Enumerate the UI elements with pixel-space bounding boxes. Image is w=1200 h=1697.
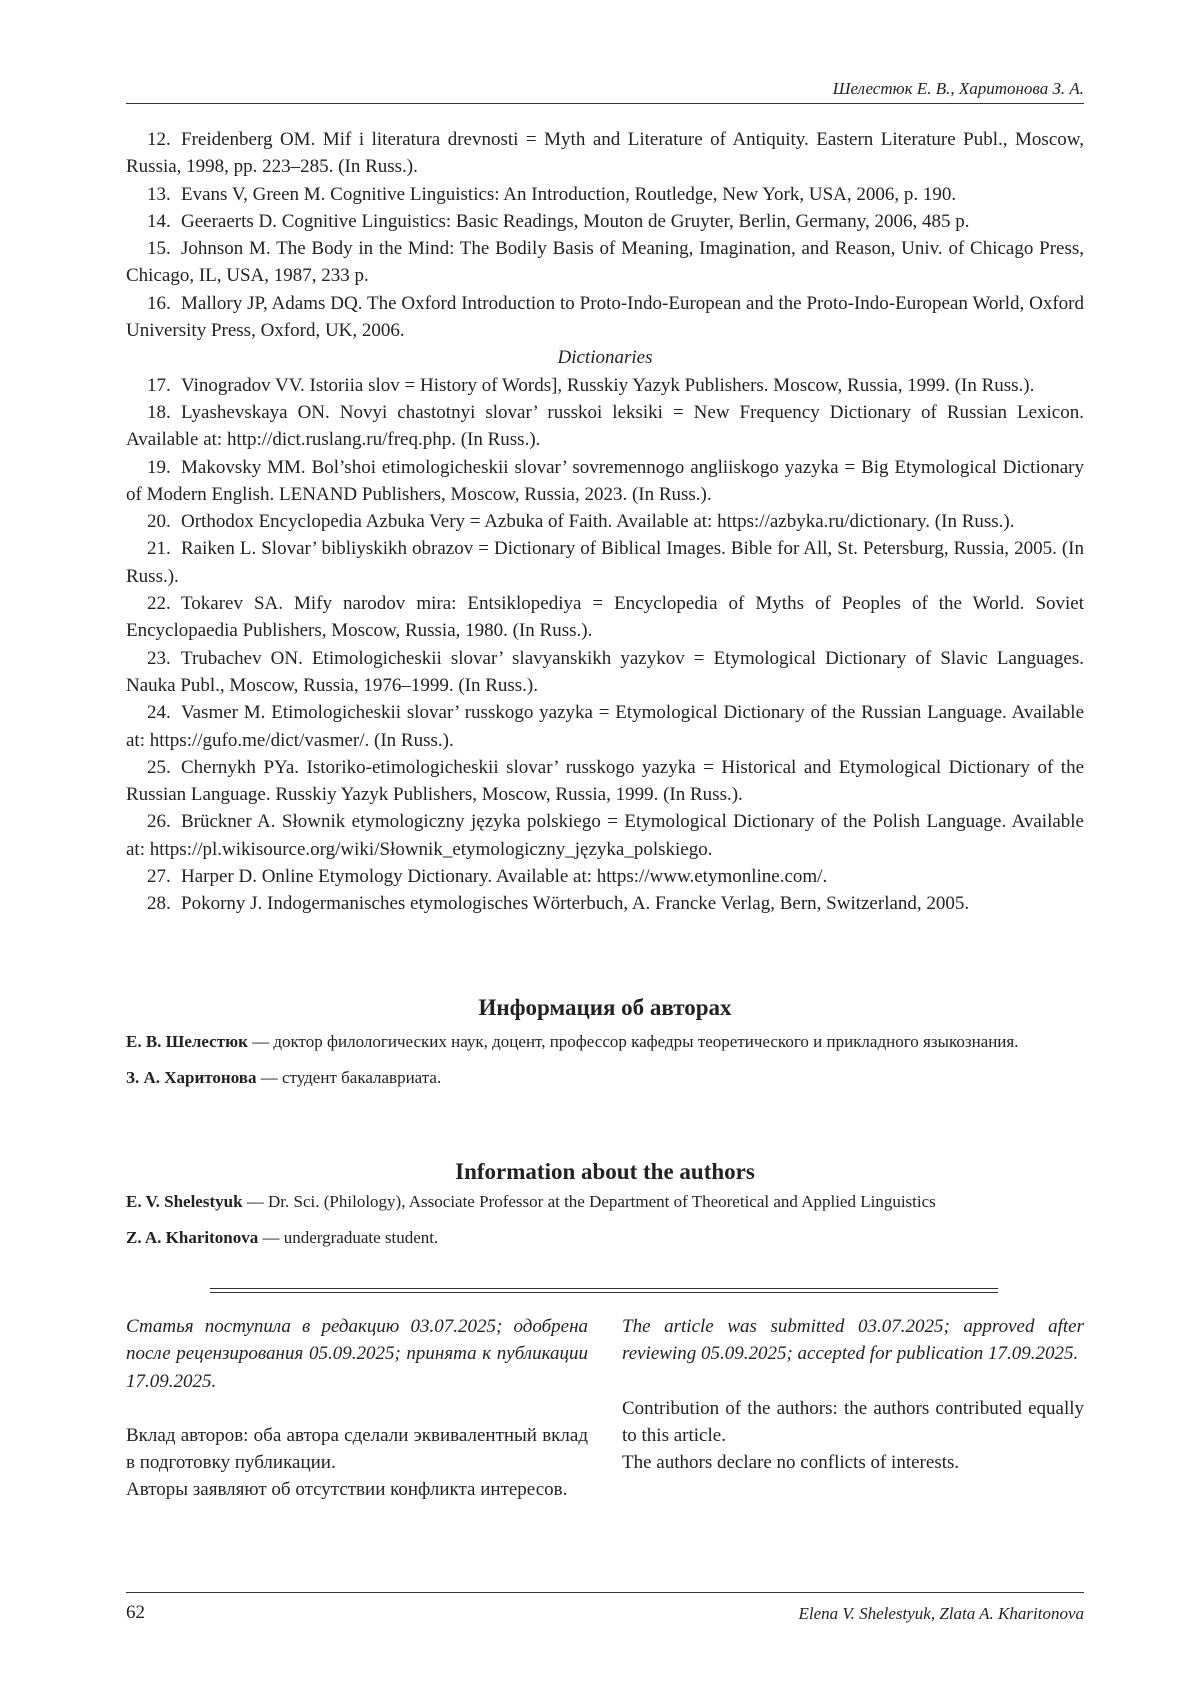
reference-number: 20. xyxy=(147,511,171,533)
author-name: E. V. Shelestyuk xyxy=(126,1192,243,1211)
reference-number: 18. xyxy=(147,401,171,423)
reference-item xyxy=(126,754,1084,809)
author-name: З. А. Харитонова xyxy=(126,1068,257,1087)
reference-text: Freidenberg OM. Mif i literatura drevnosti = Myth and Literature of Antiquity. Eastern Literature Publ., Moscow, Russia, 1998, pp. 223–285. (In Russ.). xyxy=(126,129,1084,178)
reference-list xyxy=(126,126,1084,918)
reference-group-main xyxy=(126,126,1084,344)
reference-text: Mallory JP, Adams DQ. The Oxford Introduction to Proto-Indo-European and the Proto-Indo-European World, Oxford University Press, Oxford, UK, 2006. xyxy=(126,292,1084,342)
reference-item xyxy=(126,372,1084,399)
reference-item xyxy=(126,235,1084,290)
author-name: Е. В. Шелестюк xyxy=(126,1032,248,1051)
reference-number: 22. xyxy=(147,593,171,615)
conflict-ru: Авторы заявляют об отсутствии конфликта интересов. xyxy=(126,1479,568,1501)
footer-authors: Elena V. Shelestyuk, Zlata A. Kharitonova xyxy=(798,1604,1084,1623)
reference-item xyxy=(126,535,1084,590)
article-info-english xyxy=(622,1313,1084,1476)
conflict-en: The authors declare no conflicts of interests. xyxy=(622,1452,960,1474)
author-info-russian xyxy=(126,993,1084,1091)
author-name: Z. A. Kharitonova xyxy=(126,1228,259,1247)
reference-number: 21. xyxy=(147,538,171,560)
submission-dates-en: The article was submitted 03.07.2025; approved after reviewing 05.09.2025; accepted for publication 17.09.2025. xyxy=(622,1316,1084,1365)
reference-item xyxy=(126,645,1084,700)
author-entry-1-en xyxy=(126,1189,1084,1215)
reference-text: Vasmer M. Etimologicheskii slovar’ russkogo yazyka = Etymological Dictionary of the Russian Language. Available at: https://gufo.me/dict/vasmer/. (In Russ.). xyxy=(126,702,1084,751)
reference-item xyxy=(126,126,1084,181)
reference-item xyxy=(126,808,1084,863)
author-description: — студент бакалавриата. xyxy=(256,1068,442,1087)
reference-number: 19. xyxy=(147,456,171,478)
reference-number: 17. xyxy=(147,374,171,396)
running-head: Шелестюк Е. В., Харитонова З. А. xyxy=(832,79,1084,98)
contribution-en: Contribution of the authors: the authors contributed equally to this article. xyxy=(622,1397,1084,1446)
reference-text: Lyashevskaya ON. Novyi chastotnyi slovar’ russkoi leksiki = New Frequency Dictionary of Russian Lexicon. Available at: http://dict.ruslang.ru/freq.php. (In Russ.). xyxy=(126,401,1084,451)
reference-text: Trubachev ON. Etimologicheskii slovar’ slavyanskikh yazykov = Etymological Dictionary of Slavic Languages. Nauka Publ., Moscow, Russia, 1976–1999. (In Russ.). xyxy=(126,647,1084,696)
reference-text: Makovsky MM. Bol’shoi etimologicheskii slovar’ sovremennogo angliiskogo yazyka = Big Etymological Dictionary of Modern English. LENAND Publishers, Moscow, Russia, 2023. (In Russ.). xyxy=(126,456,1084,505)
reference-text: Brückner A. Słownik etymologiczny języka polskiego = Etymological Dictionary of the Polish Language. Available at: https://pl.wikisource.org/wiki/Słownik_etymologiczny_języka_polskiego. xyxy=(126,811,1084,860)
author-info-title-en: Information about the authors xyxy=(455,1159,755,1184)
submission-dates-ru: Статья поступила в редакцию 03.07.2025; одобрена после рецензирования 05.09.2025; принята к публикации 17.09.2025. xyxy=(126,1316,588,1392)
author-description: — undergraduate student. xyxy=(258,1228,439,1247)
reference-text: Pokorny J. Indogermanisches etymologisches Wörterbuch, A. Francke Verlag, Bern, Switzerland, 2005. xyxy=(181,893,970,915)
reference-item xyxy=(126,290,1084,345)
reference-item xyxy=(126,454,1084,509)
reference-item xyxy=(126,699,1084,754)
dictionaries-heading: Dictionaries xyxy=(557,347,653,369)
reference-item xyxy=(126,208,1084,235)
reference-number: 16. xyxy=(147,292,171,314)
reference-item xyxy=(126,590,1084,645)
reference-number: 12. xyxy=(147,129,171,150)
reference-number: 25. xyxy=(147,756,171,778)
author-description: — доктор филологических наук, доцент, профессор кафедры теоретического и прикладного языкознания. xyxy=(247,1032,1019,1051)
reference-text: Evans V, Green M. Cognitive Linguistics: An Introduction, Routledge, New York, USA, 2006, p. 190. xyxy=(181,183,957,205)
author-entry-2-ru xyxy=(126,1065,1084,1091)
reference-text: Johnson M. The Body in the Mind: The Bodily Basis of Meaning, Imagination, and Reason, Univ. of Chicago Press, Chicago, IL, USA, 1987, 233 p. xyxy=(126,238,1084,287)
section-divider xyxy=(210,1288,998,1293)
reference-text: Raiken L. Slovar’ bibliyskikh obrazov = Dictionary of Biblical Images. Bible for All, St. Petersburg, Russia, 2005. (In Russ.). xyxy=(126,538,1084,587)
reference-item xyxy=(126,890,1084,917)
reference-text: Vinogradov VV. Istoriia slov = History of Words], Russkiy Yazyk Publishers. Moscow, Russia, 1999. (In Russ.). xyxy=(181,374,1035,396)
article-info-russian xyxy=(126,1313,588,1504)
reference-number: 28. xyxy=(147,893,171,915)
author-entry-2-en xyxy=(126,1225,1084,1251)
author-entry-1-ru xyxy=(126,1029,1084,1055)
reference-number: 26. xyxy=(147,811,171,833)
reference-item xyxy=(126,863,1084,890)
reference-number: 27. xyxy=(147,866,171,888)
author-info-english xyxy=(126,1157,1084,1251)
reference-text: Chernykh PYa. Istoriko-etimologicheskii slovar’ russkogo yazyka = Historical and Etymological Dictionary of the Russian Language. Russkiy Yazyk Publishers, Moscow, Russia, 1999. (In Russ.). xyxy=(126,756,1084,806)
reference-item xyxy=(126,399,1084,454)
reference-text: Harper D. Online Etymology Dictionary. Available at: https://www.etymonline.com/. xyxy=(181,866,828,888)
reference-number: 15. xyxy=(147,238,171,260)
footer-rule xyxy=(126,1592,1084,1593)
reference-text: Orthodox Encyclopedia Azbuka Very = Azbuka of Faith. Available at: https://azbyka.ru/dictionary. (In Russ.). xyxy=(181,511,1015,533)
reference-item xyxy=(126,508,1084,535)
page-number: 62 xyxy=(126,1602,145,1623)
reference-group-dictionaries xyxy=(126,372,1084,918)
reference-number: 23. xyxy=(147,647,171,669)
reference-number: 24. xyxy=(147,702,171,724)
author-description: — Dr. Sci. (Philology), Associate Professor at the Department of Theoretical and Applied Linguistics xyxy=(242,1192,936,1211)
reference-number: 13. xyxy=(147,183,171,205)
author-info-title-ru: Информация об авторах xyxy=(478,995,732,1020)
contribution-ru: Вклад авторов: оба автора сделали эквивалентный вклад в подготовку публикации. xyxy=(126,1424,588,1474)
reference-text: Tokarev SA. Mify narodov mira: Entsiklopediya = Encyclopedia of Myths of Peoples of the World. Soviet Encyclopaedia Publishers, Moscow, Russia, 1980. (In Russ.). xyxy=(126,593,1084,642)
reference-text: Geeraerts D. Cognitive Linguistics: Basic Readings, Mouton de Gruyter, Berlin, Germany, 2006, 485 p. xyxy=(181,210,970,232)
header-rule xyxy=(126,103,1084,104)
reference-number: 14. xyxy=(147,210,171,232)
reference-item xyxy=(126,181,1084,208)
